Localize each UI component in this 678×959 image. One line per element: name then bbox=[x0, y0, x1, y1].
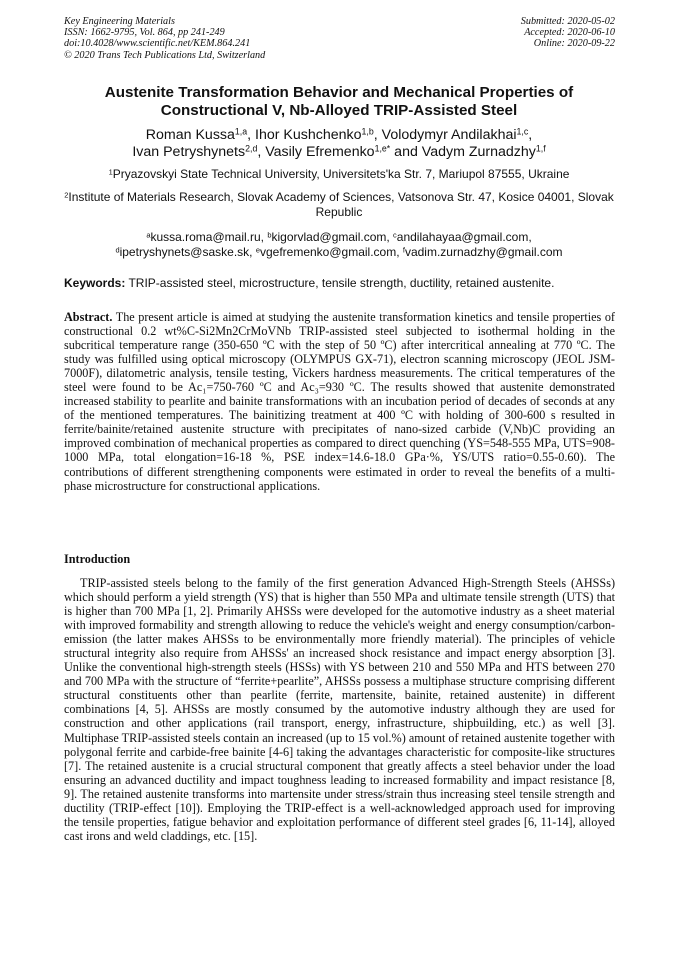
author-emails bbox=[40, 230, 638, 259]
affiliation-text: Institute of Materials Research, Slovak Academy of Sciences, Vatsonova Str. 47, Kosice 04001, Slovak Republic bbox=[68, 190, 614, 219]
section-heading-introduction: Introduction bbox=[64, 552, 131, 566]
affiliation-1 bbox=[40, 167, 638, 181]
affiliation-sup: 2 bbox=[64, 190, 69, 200]
author-separator: , bbox=[373, 127, 382, 143]
author-name: Ivan Petryshynets bbox=[132, 144, 246, 161]
author-affil-sup: 1,f bbox=[535, 144, 546, 155]
journal-name: Key Engineering Materials bbox=[64, 16, 175, 27]
email-sup: f bbox=[402, 244, 405, 254]
email-sup: e bbox=[255, 244, 260, 254]
author-name: Vadym Zurnadzhy bbox=[421, 144, 536, 161]
abstract-text: The present article is aimed at studying the austenite transformation kinetics and tensile properties of constructional 0.2 wt%C-Si2Mn2CrMoVNb TRIP-assisted steel subjected to isothermal holding in the subcritical temperature range (350-650 ºC with the step of 50 ºC) after intercritical annealing at 770 ºC. The study was fulfilled using optical microscopy (OLYMPUS GX-71), electron scanning microscopy (JEOL JSM-7000F), dilatometric analysis, tensile testing, Vickers hardness measurements. The critical temperatures of the steel were found to be Ac₁=750-760 ºC and Ac₃=930 ºC. The results showed that austenite demonstrated increased stability to pearlite and bainite transformations with an incubation period of decades of seconds at any of the mentioned temperatures. The bainitizing treatment at 400 ºC with holding of 300-600 s resulted in ferrite/bainite/retained austenite structure with precipitates of nano-sized carbide (V,Nb)C providing an improved combination of mechanical properties as compared to direct quenching (YS=548-555 MPa, UTS=908-1000 MPa, total elongation=16-18 %, PSE index=14.6-18.0 GPa·%, YS/UTS ratio=0.55-0.60). The contributions of different strengthening components were estimated in order to reveal the benefits of a multi-phase microstructure for constructional applications. bbox=[64, 310, 615, 493]
accepted-date: Accepted: 2020-06-10 bbox=[524, 27, 615, 39]
submitted-date: Submitted: 2020-05-02 bbox=[520, 16, 615, 27]
email-link[interactable]: vadim.zurnadzhy@gmail.com bbox=[404, 244, 563, 259]
keywords-text: TRIP-assisted steel, microstructure, tensile strength, ductility, retained austenite. bbox=[125, 276, 555, 290]
paper-title-line-1: Austenite Transformation Behavior and Mechanical Properties of bbox=[104, 84, 574, 101]
email-sup: d bbox=[115, 244, 120, 254]
email-sup: c bbox=[393, 230, 397, 240]
affiliation-2 bbox=[40, 190, 638, 219]
affiliation-text: Pryazovskyi State Technical University, Universitets'ka Str. 7, Mariupol 87555, Ukraine bbox=[112, 167, 570, 181]
abstract-label: Abstract. bbox=[64, 310, 113, 324]
author-separator: and bbox=[390, 144, 422, 161]
online-date: Online: 2020-09-22 bbox=[533, 38, 615, 50]
email-line-1 bbox=[40, 230, 638, 245]
journal-doi[interactable]: doi:10.4028/www.scientific.net/KEM.864.241 bbox=[64, 38, 251, 50]
keywords-label: Keywords: bbox=[64, 276, 126, 290]
email-link[interactable]: andilahayaa@gmail.com, bbox=[396, 230, 532, 244]
author-name: Roman Kussa bbox=[145, 127, 235, 143]
author-name: Ihor Kushchenko bbox=[255, 127, 362, 143]
author-affil-sup: 1,c bbox=[516, 126, 529, 137]
email-link[interactable]: ipetryshynets@saske.sk, bbox=[119, 244, 256, 259]
paper-title bbox=[40, 84, 638, 121]
introduction-paragraph: TRIP-assisted steels belong to the family of the first generation Advanced High-Strength Steels (AHSSs) which should perform a yield strength (YS) that is higher than 550 MPa and ultimate tensile strength (UTS) that is higher than 700 MPa [1, 2]. Primarily AHSSs were developed for the automotive industry as a sheet material with improved formability and strength allowing to reduce the vehicle's weight and energy consumption/carbon-emission (the latter makes AHSSs to be environmentally more friendly material). The principles of vehicle structural integrity also require from AHSSs' an increased shock resistance and impact energy absorption [3]. Unlike the conventional high-strength steels (HSSs) with YS between 210 and 550 MPa and HTS between 270 and 700 MPa with the structure of “ferrite+pearlite”, AHSSs possess a multiphase structure comprising different structural constituents other than pearlite (ferrite, martensite, bainite, retained austenite) in different combinations [4, 5]. AHSSs are mostly consumed by the automotive industry although they are used for construction and other applications (rail transport, energy, infrastructure, shipbuilding, etc.) as well [3]. Multiphase TRIP-assisted steels contain an increased (up to 15 vol.%) amount of retained austenite together with polygonal ferrite and carbide-free bainite [4-6] taking the advantages characteristic for composite-like structures [7]. The retained austenite is a crucial structural component that greatly affects a steel behavior under the load ensuring an advanced ductility and impact toughness leading to increased formability and impact resistance [8, 9]. The retained austenite transforms into martensite under stress/strain thus increasing steel tensile strength and ductility (TRIP-effect [10]). Employing the TRIP-effect is a well-acknowledged approach used for improving the tensile properties, fatigue behavior and exploitation performance of different steel grades [6, 11-14], alloyed cast irons and weld claddings, etc. [15]. bbox=[64, 576, 615, 843]
author-affil-sup: 1,e* bbox=[374, 144, 391, 155]
author-list bbox=[40, 127, 638, 162]
journal-copyright: © 2020 Trans Tech Publications Ltd, Switzerland bbox=[64, 49, 266, 61]
affiliation-sup: 1 bbox=[108, 167, 113, 177]
author-separator: , bbox=[257, 144, 266, 161]
author-name: Vasily Efremenko bbox=[265, 144, 375, 161]
paper-title-line-2: Constructional V, Nb-Alloyed TRIP-Assisted Steel bbox=[160, 102, 518, 120]
author-affil-sup: 1,a bbox=[234, 126, 248, 137]
author-separator: , bbox=[528, 127, 533, 143]
author-name: Volodymyr Andilakhai bbox=[381, 127, 517, 143]
journal-issn: ISSN: 1662-9795, Vol. 864, pp 241-249 bbox=[64, 27, 225, 39]
author-line-2 bbox=[40, 144, 638, 161]
author-affil-sup: 2,d bbox=[245, 144, 258, 155]
email-link[interactable]: vgefremenko@gmail.com, bbox=[259, 244, 403, 259]
email-sup: b bbox=[267, 230, 272, 240]
email-sup: a bbox=[146, 230, 151, 240]
author-affil-sup: 1,b bbox=[361, 126, 374, 137]
journal-info bbox=[64, 16, 265, 61]
publication-dates bbox=[521, 16, 615, 50]
keywords bbox=[64, 276, 616, 290]
author-line-1 bbox=[40, 127, 638, 144]
abstract bbox=[64, 310, 615, 493]
author-separator: , bbox=[247, 127, 256, 143]
email-line-2 bbox=[40, 245, 638, 260]
email-link[interactable]: kigorvlad@gmail.com, bbox=[271, 230, 394, 244]
email-link[interactable]: kussa.roma@mail.ru, bbox=[150, 230, 268, 244]
